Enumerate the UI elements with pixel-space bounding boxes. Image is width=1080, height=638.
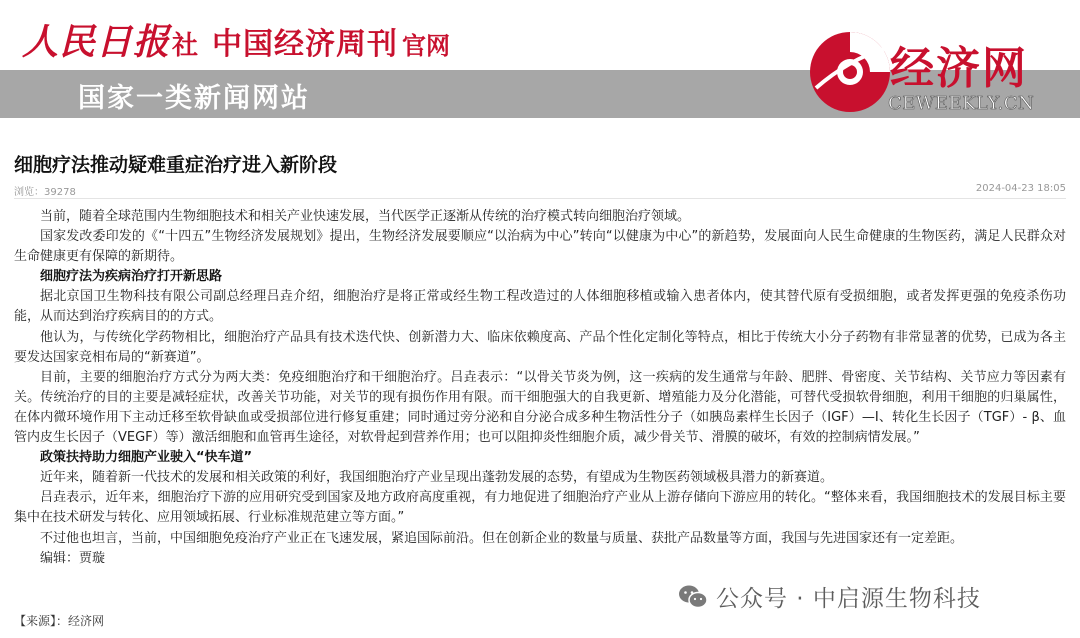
article-title: 细胞疗法推动疑难重症治疗进入新阶段	[14, 154, 338, 176]
paragraph: 吕垚表示，近年来，细胞治疗下游的应用研究受到国家及地方政府高度重视，有力地促进了细胞治疗产业从上游存储向下游应用的转化。“整体来看，我国细胞技术的发展目标主要集中在技术研发与转化、应用领域拓展、行业标准规范建立等方面。”	[14, 490, 1066, 526]
paragraph: 近年来，随着新一代技术的发展和相关政策的利好，我国细胞治疗产业呈现出蓬勃发展的态势，有望成为生物医药领域极具潜力的新赛道。	[40, 470, 834, 486]
editor-credit: 编辑：贾璇	[40, 550, 106, 566]
brand-rmrb-logo: 人民日报	[22, 21, 171, 63]
ceweekly-domain: CEWEEKLY.CN	[888, 93, 1035, 114]
view-count: 浏览：39278	[14, 187, 76, 198]
section-heading: 细胞疗法为疾病治疗打开新思路	[40, 269, 223, 285]
brand-weekly-label: 中国经济周刊	[212, 27, 399, 62]
publish-datetime: 2024-04-23 18:05	[975, 183, 1066, 194]
brand-she-label: 社	[172, 31, 199, 61]
brand-masthead[interactable]	[22, 14, 450, 65]
paragraph: 国家发改委印发的《“十四五”生物经济发展规划》提出，生物经济发展要顺应“以治病为中心”转向“以健康为中心”的新趋势，发展面向人民生命健康的生物医药，满足人民群众对生命健康更有保障的新期待。	[14, 229, 1066, 265]
article-body	[14, 207, 1066, 569]
ceweekly-logo-text[interactable]: 经济网	[890, 43, 1028, 94]
brand-site-label: 官网	[402, 32, 451, 60]
wechat-icon	[678, 584, 708, 610]
paragraph: 当前，随着全球范围内生物细胞技术和相关产业快速发展，当代医学正逐渐从传统的治疗模式转向细胞治疗领域。	[40, 209, 691, 224]
title-divider	[14, 198, 1066, 199]
section-heading: 政策扶持助力细胞产业驶入“快车道”	[40, 450, 253, 466]
paragraph: 据北京国卫生物科技有限公司副总经理吕垚介绍，细胞治疗是将正常或经生物工程改造过的人体细胞移植或输入患者体内，使其替代原有受损细胞，或者发挥更强的免疫杀伤功能，从而达到治疗疾病目的的方式。	[14, 289, 1066, 325]
article-source: 【来源】：经济网	[14, 614, 105, 628]
watermark-text: 公众号 · 中启源生物科技	[716, 586, 981, 612]
paragraph: 不过他也坦言，当前，中国细胞免疫治疗产业正在飞速发展，紧追国际前沿。但在创新企业的数量与质量、获批产品数量等方面，我国与先进国家还有一定差距。	[40, 530, 964, 546]
paragraph: 他认为，与传统化学药物相比，细胞治疗产品具有技术迭代快、创新潜力大、临床依赖度高、产品个性化定制化等特点，相比于传统大小分子药物有非常显著的优势，已成为各主要发达国家竞相布局的“新赛道”。	[14, 329, 1066, 365]
paragraph: 目前，主要的细胞治疗方式分为两大类：免疫细胞治疗和干细胞治疗。吕垚表示：“以骨关节炎为例，这一疾病的发生通常与年龄、肥胖、骨密度、关节结构、关节应力等因素有关。传统治疗的目的主要是减轻症状，改善关节功能，对关节的现有损伤作用有限。而干细胞强大的自我更新、增殖能力及分化潜能，可替代受损软骨细胞，利用干细胞的归巢属性，在体内微环境作用下主动迁移至软骨缺血或受损部位进行修复重建；同时通过旁分泌和自分泌合成多种生物活性分子（如胰岛素样生长因子（IGF）—I、转化生长因子（TGF）- β、血管内皮生长因子（VEGF）等）激活细胞和血管再生途径，对软骨起到营养作用；也可以阻抑炎性细胞介质，减少骨关节、滑膜的破坏，有效的控制病情发展。”	[14, 369, 1066, 446]
wechat-watermark	[678, 580, 981, 613]
ceweekly-logo-icon[interactable]	[808, 30, 892, 114]
site-tagline: 国家一类新闻网站	[78, 83, 310, 114]
site-header	[0, 0, 1080, 128]
